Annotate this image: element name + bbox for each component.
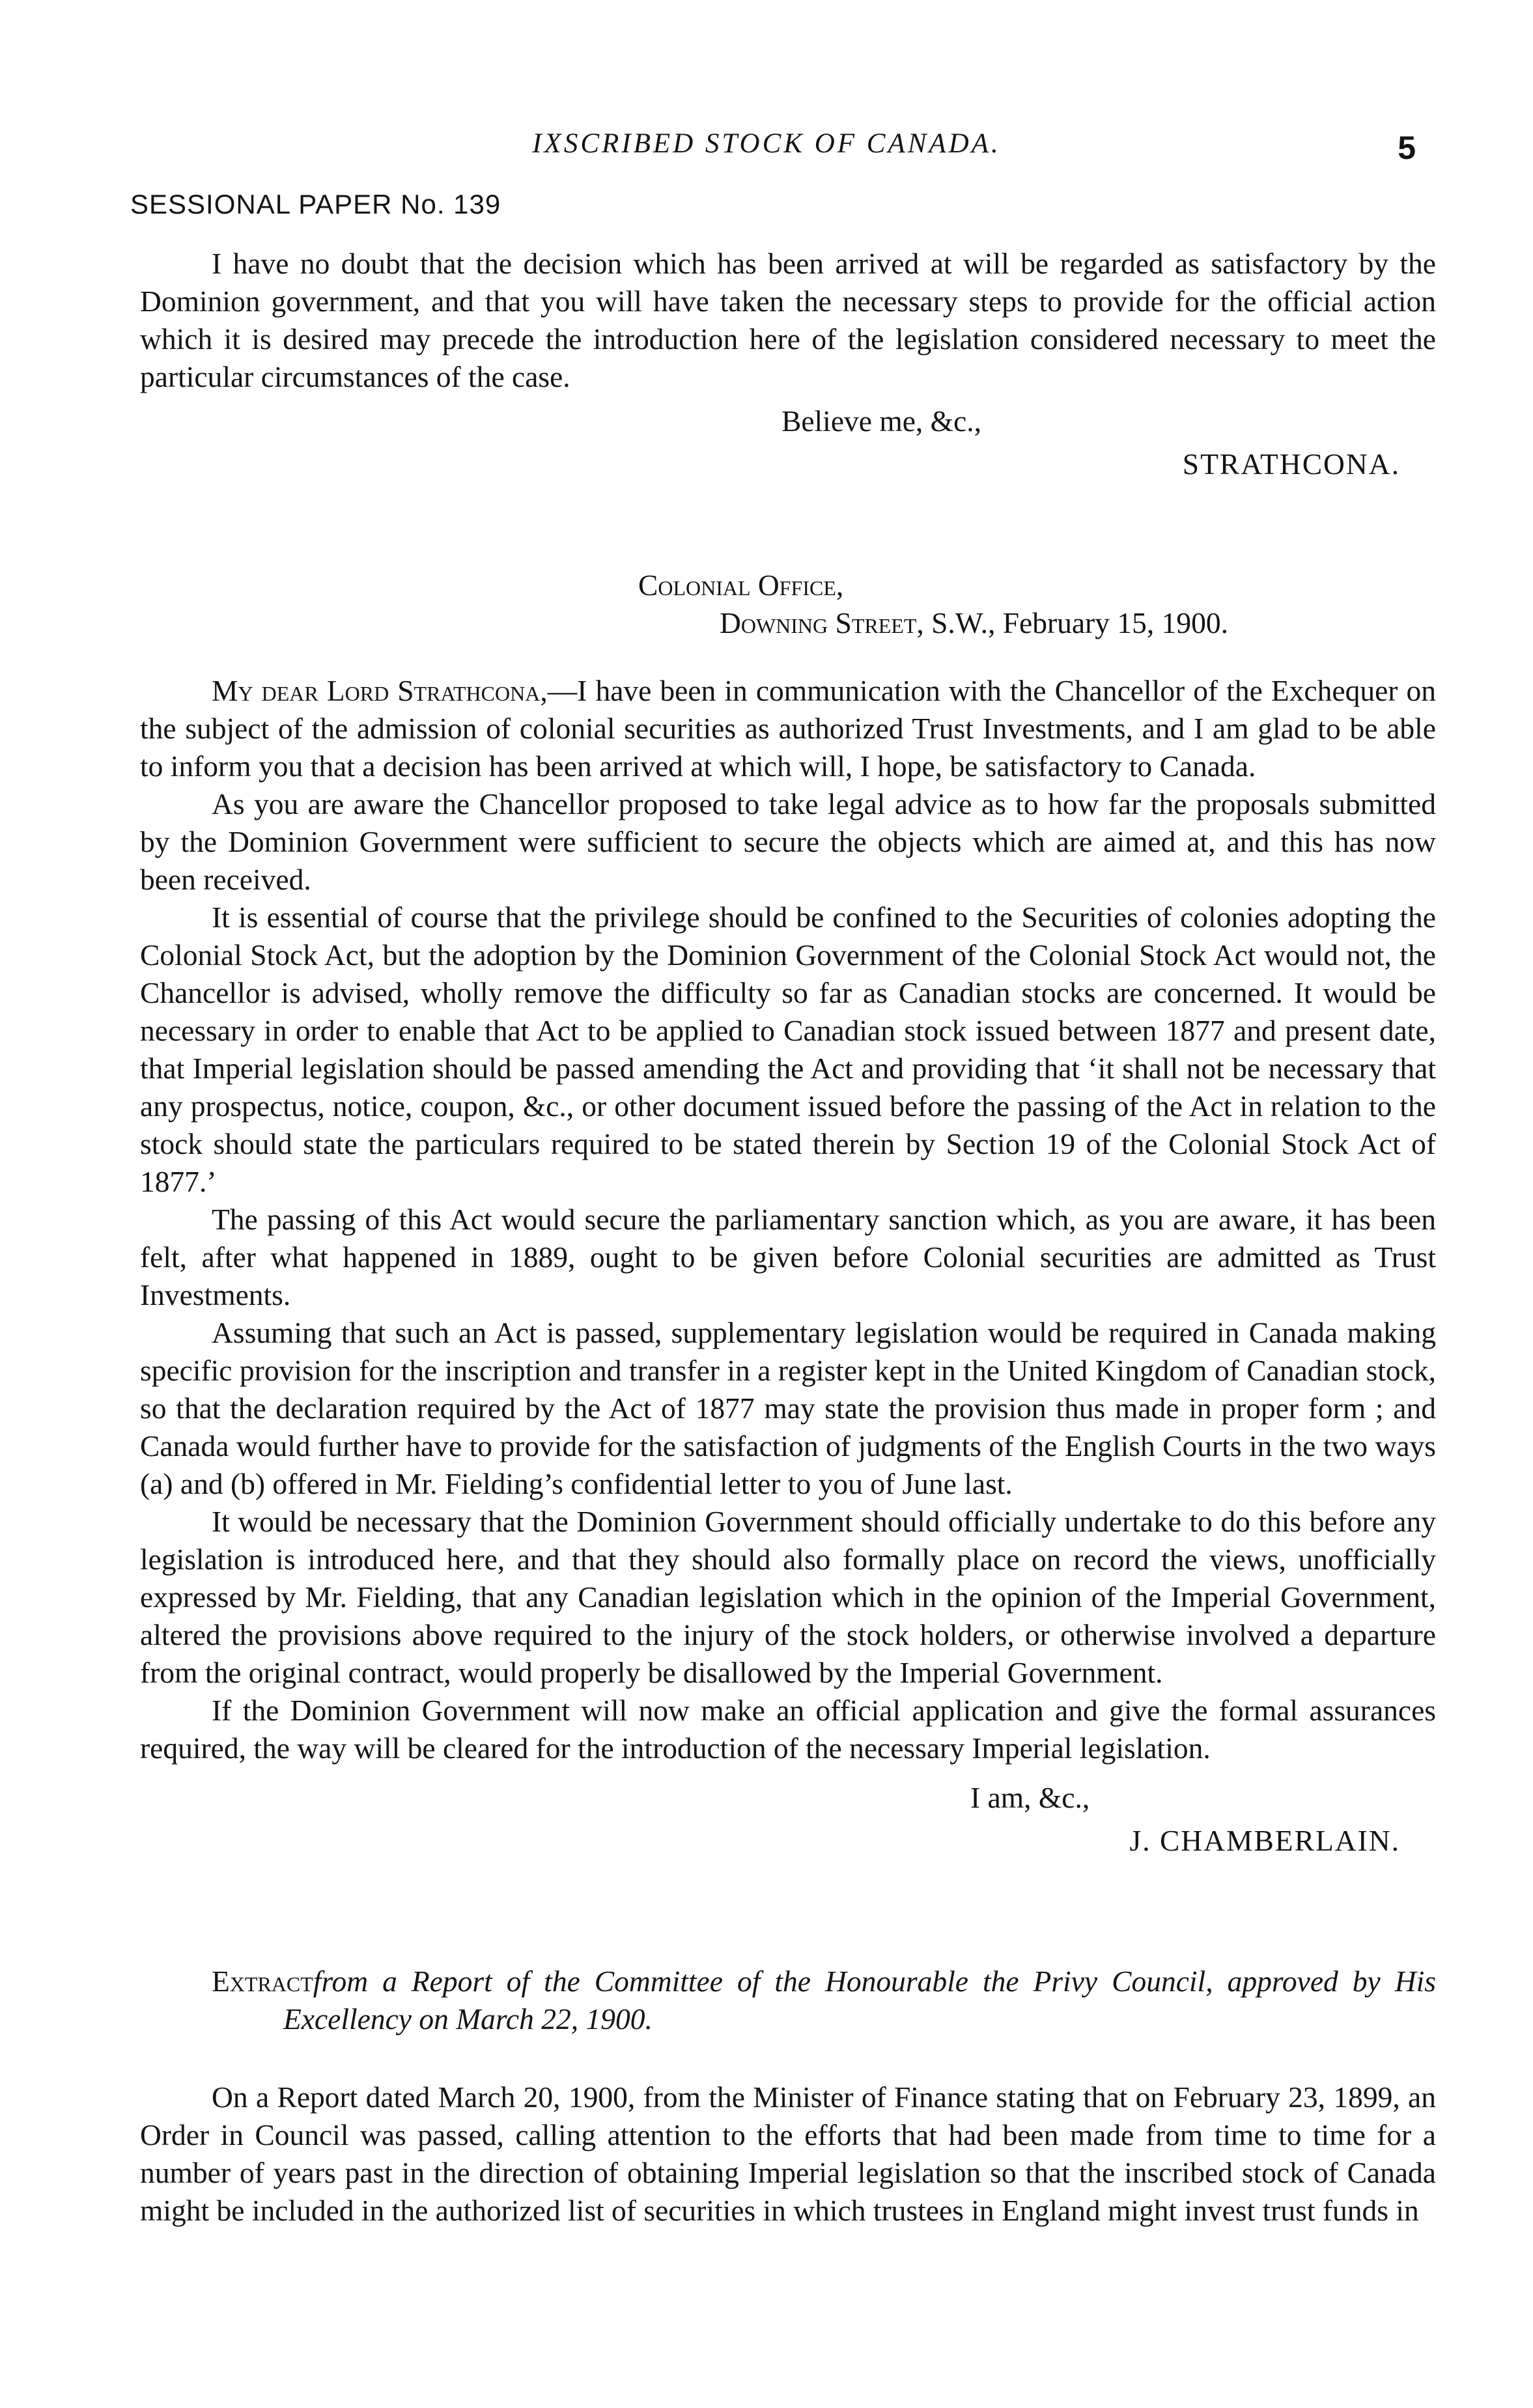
- letter2-address-line1: Colonial Office,: [638, 568, 844, 602]
- letter2-paragraph-4: The passing of this Act would secure the parliamentary sanction which, as you are aware, it has been felt, after what happened in 1889, ought to be given before Colonial securities are admitted as Trust Investments.: [140, 1203, 1436, 1311]
- letter1-closing: Believe me, &c.,: [781, 404, 982, 438]
- letter2-address-line2: [140, 604, 1436, 642]
- letter2-paragraph-1: [140, 672, 1436, 785]
- letter2-street: Downing Street, S.W.: [720, 606, 988, 639]
- letter2-paragraph-2: As you are aware the Chancellor proposed to take legal advice as to how far the proposals submitted by the Dominion Government were sufficient to secure the objects which are aimed at, and this has now been received.: [140, 787, 1436, 896]
- letter2-closing: I am, &c.,: [970, 1781, 1090, 1814]
- letter2-date: , February 15, 1900.: [987, 606, 1228, 639]
- body-text: [140, 245, 1436, 2230]
- letter2-paragraph-5: Assuming that such an Act is passed, supplementary legislation would be required in Canada making specific provision for the inscription and transfer in a register kept in the United Kingdom of Canadian stock, so that the declaration required by the Act of 1877 may state the provision thus made in proper form ; and Canada would further have to provide for the satisfaction of judgments of the English Courts in the two ways (a) and (b) offered in Mr. Fielding’s confidential letter to you of June last.: [140, 1316, 1436, 1500]
- letter2-salutation: My dear Lord Strathcona,: [212, 674, 548, 707]
- letter2-paragraph-3: It is essential of course that the privilege should be confined to the Securities of colonies adopting the Colonial Stock Act, but the adoption by the Dominion Government of the Colonial Stock Act would not, the Chancellor is advised, wholly remove the difficulty so far as Canadian stocks are concerned. It would be necessary in order to enable that Act to be applied to Canadian stock issued between 1877 and present date, that Imperial legislation should be passed amending the Act and providing that ‘it shall not be necessary that any prospectus, notice, coupon, &c., or other document issued before the passing of the Act in relation to the stock should state the particulars required to be stated therein by Section 19 of the Colonial Stock Act of 1877.’: [140, 901, 1436, 1198]
- running-title: IXSCRIBED STOCK OF CANADA.: [532, 128, 1001, 159]
- letter2-paragraph-1-text: —I have been in communication with the Chancellor of the Exchequer on the subject of the admission of colonial securities as authorized Trust Investments, and I am glad to be able to inform you that a decision has been arrived at which will, I hope, be satisfactory to Canada.: [140, 674, 1436, 783]
- extract-lead: Extract: [212, 1965, 313, 1998]
- letter2-paragraph-7: If the Dominion Government will now make an official application and give the formal assurances required, the way will be cleared for the introduction of the necessary Imperial legislation.: [140, 1694, 1436, 1765]
- sessional-paper-label: SESSIONAL PAPER No. 139: [130, 189, 501, 219]
- extract-paragraph: On a Report dated March 20, 1900, from the Minister of Finance stating that on February 23, 1899, an Order in Council was passed, calling attention to the efforts that had been made from time to time for a number of years past in the direction of obtaining Imperial legislation so that the inscribed stock of Canada might be included in the authorized list of securities in which trustees in England might invest trust funds in: [140, 2080, 1436, 2227]
- letter2-signature: J. CHAMBERLAIN.: [1129, 1824, 1400, 1857]
- letter1-signature: STRATHCONA.: [1182, 447, 1400, 481]
- letter1-paragraph: I have no doubt that the decision which has been arrived at will be regarded as satisfactory by the Dominion government, and that you will have taken the necessary steps to provide for the official action which it is desired may precede the introduction here of the legislation considered necessary to meet the particular circumstances of the case.: [140, 247, 1436, 393]
- extract-heading-text: from a Report of the Committee of the Honourable the Privy Council, approved by His Excellency on March 22, 1900.: [283, 1965, 1436, 2036]
- page-number: 5: [1398, 130, 1416, 166]
- extract-heading: [212, 1963, 1436, 2038]
- letter2-paragraph-6: It would be necessary that the Dominion Government should officially undertake to do this before any legislation is introduced here, and that they should also formally place on record the views, unofficially expressed by Mr. Fielding, that any Canadian legislation which in the opinion of the Imperial Government, altered the provisions above required to the injury of the stock holders, or otherwise involved a departure from the original contract, would properly be disallowed by the Imperial Government.: [140, 1505, 1436, 1689]
